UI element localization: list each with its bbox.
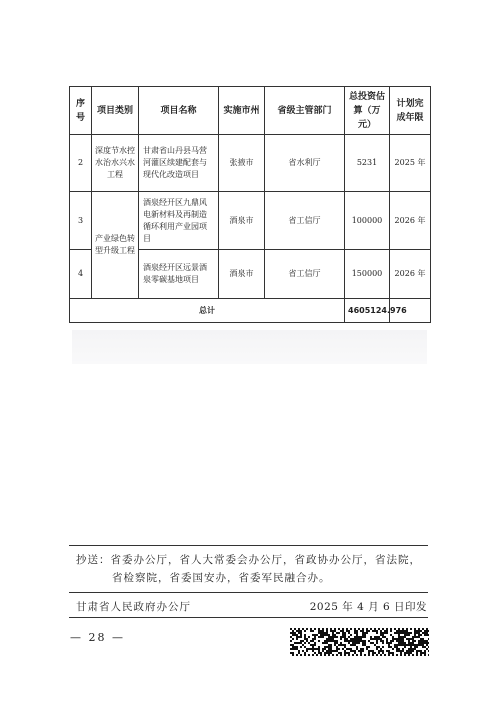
header-investment: 总投资估算（万元）	[345, 87, 390, 135]
cell-year: 2026 年	[390, 192, 431, 250]
cell-no: 3	[70, 192, 92, 250]
cc-line-2: 省检察院，省委国安办，省委军民融合办。	[112, 572, 331, 584]
header-city: 实施市州	[219, 87, 265, 135]
cell-dept: 省工信厅	[265, 250, 345, 299]
header-name: 项目名称	[139, 87, 219, 135]
cell-city: 酒泉市	[219, 250, 265, 299]
project-table	[69, 86, 431, 323]
cell-dept: 省工信厅	[265, 192, 345, 250]
cell-investment: 5231	[345, 135, 390, 192]
header-no: 序号	[70, 87, 92, 135]
cell-name: 酒泉经开区远景酒泉零碳基地项目	[139, 250, 219, 299]
cell-year: 2026 年	[390, 250, 431, 299]
table-header-row	[70, 87, 431, 135]
cc-line-1: 抄送：省委办公厅，省人大常委会办公厅，省政协办公厅，省法院，	[76, 554, 421, 566]
issue-date: 2025 年 4 月 6 日印发	[309, 601, 427, 613]
cell-name: 甘肃省山丹县马营河灌区续建配套与现代化改造项目	[139, 135, 219, 192]
header-category: 项目类别	[92, 87, 139, 135]
cell-year: 2025 年	[390, 135, 431, 192]
cell-no: 4	[70, 250, 92, 299]
cell-dept: 省水利厅	[265, 135, 345, 192]
header-dept: 省级主管部门	[265, 87, 345, 135]
cell-name: 酒泉经开区九鼎风电新材料及再制造循环利用产业园项目	[139, 192, 219, 250]
total-row	[70, 299, 431, 323]
cc-block	[76, 551, 426, 587]
page-number: — 28 —	[70, 631, 125, 644]
divider-middle	[69, 592, 428, 593]
cell-investment: 150000	[345, 250, 390, 299]
issuer: 甘肃省人民政府办公厅	[76, 601, 191, 613]
faint-shadow-area	[72, 330, 427, 364]
header-year: 计划完成年限	[390, 87, 431, 135]
cell-no: 2	[70, 135, 92, 192]
cell-investment: 100000	[345, 192, 390, 250]
table-row	[70, 135, 431, 192]
divider-top	[69, 545, 428, 546]
divider-bottom	[69, 617, 428, 618]
cell-category: 深度节水控水治水兴水工程	[92, 135, 139, 192]
total-label: 总计	[70, 299, 345, 323]
cell-city: 酒泉市	[219, 192, 265, 250]
table-row	[70, 192, 431, 250]
cell-category: 产业绿色转型升级工程	[92, 192, 139, 299]
cell-city: 张掖市	[219, 135, 265, 192]
barcode-icon	[290, 628, 429, 656]
total-value: 4605124.976	[345, 299, 390, 323]
